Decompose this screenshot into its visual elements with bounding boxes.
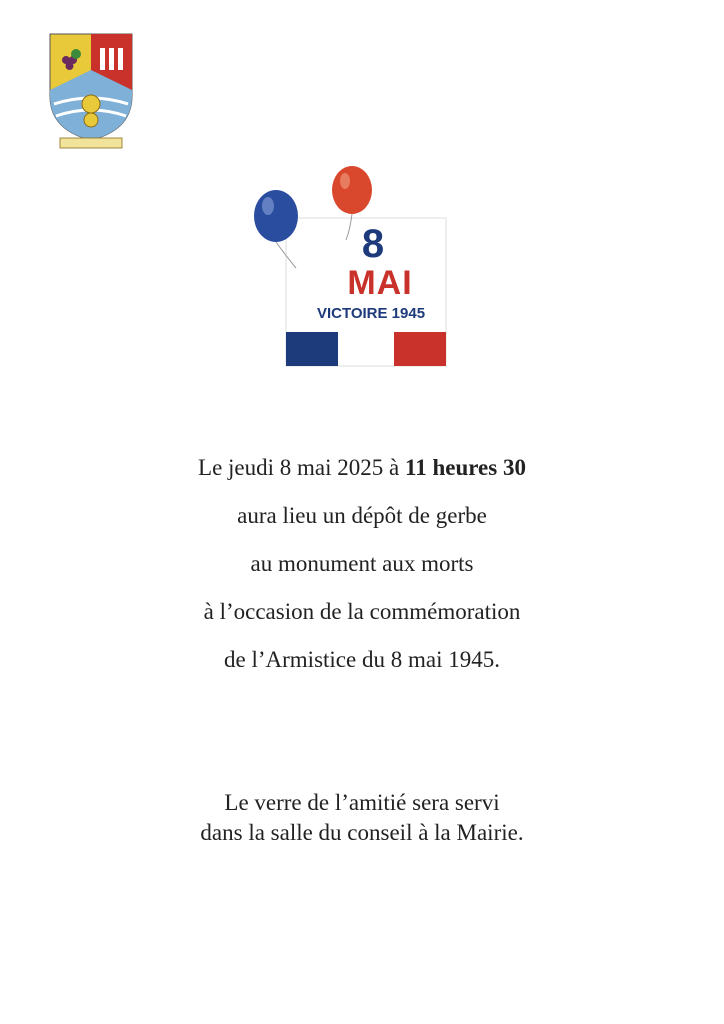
logo-day-number: 8 — [361, 222, 385, 266]
announcement-line-3: au monument aux morts — [250, 551, 474, 576]
announcement-time: 11 heures 30 — [404, 455, 526, 480]
announcement-line-2: aura lieu un dépôt de gerbe — [237, 503, 487, 528]
announcement-date: Le jeudi 8 mai 2025 à — [198, 455, 405, 480]
announcement-line-1 — [62, 446, 662, 494]
reception-note — [62, 788, 662, 848]
logo-month: MAI — [347, 264, 413, 302]
announcement-line-4: à l’occasion de la commémoration — [203, 599, 521, 624]
logo-subtitle: VICTOIRE 1945 — [316, 305, 426, 322]
victory-day-logo — [246, 160, 474, 374]
announcement-text — [62, 446, 662, 686]
reception-line-2: dans la salle du conseil à la Mairie. — [200, 820, 524, 845]
announcement-line-5: de l’Armistice du 8 mai 1945. — [224, 647, 500, 672]
municipal-coat-of-arms — [46, 30, 136, 152]
reception-line-1: Le verre de l’amitié sera servi — [224, 790, 500, 815]
